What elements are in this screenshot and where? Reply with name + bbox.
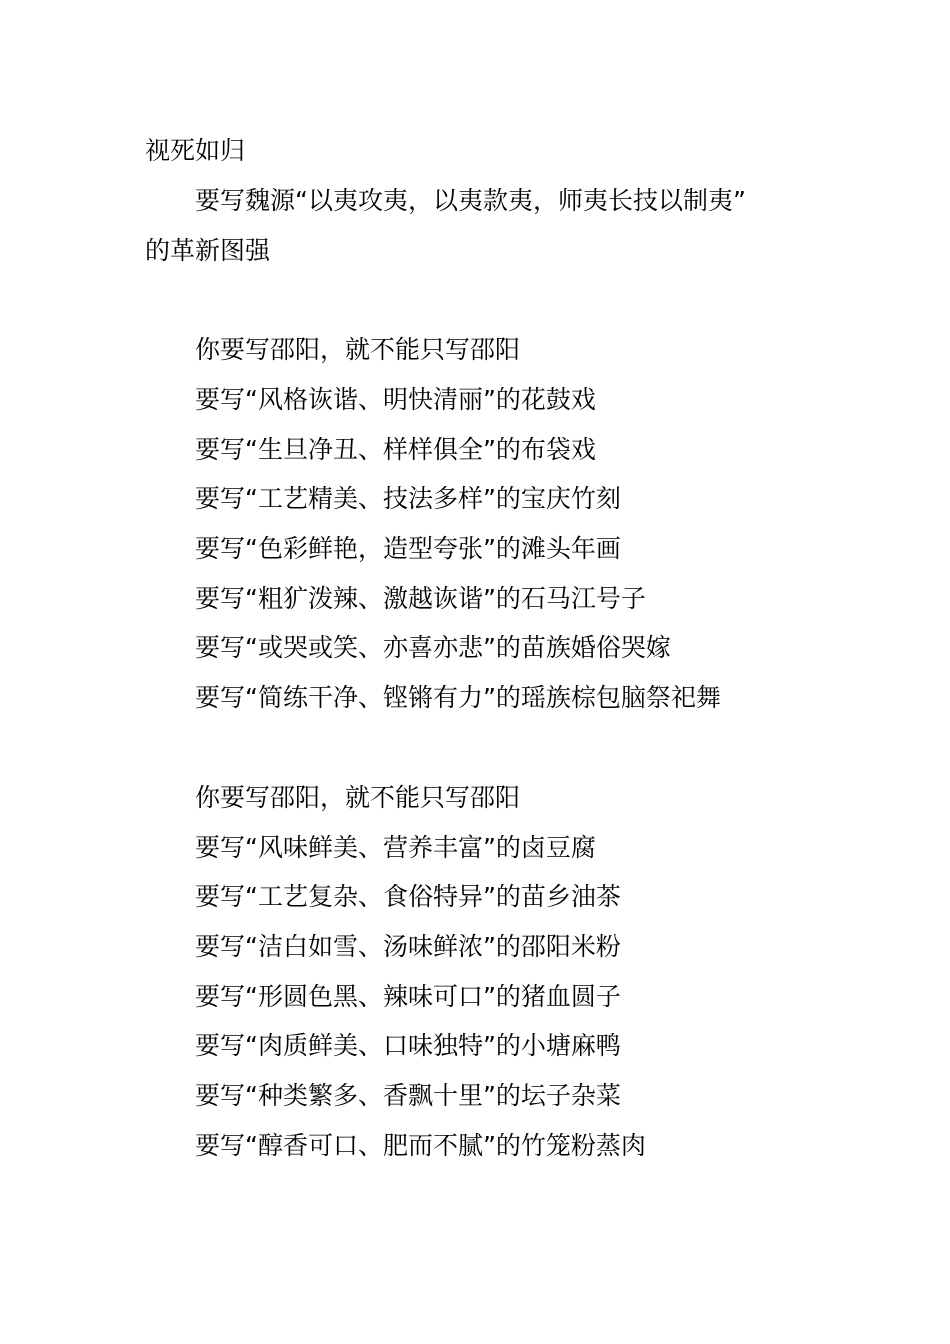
opening-line-1: 视死如归 [145, 136, 246, 165]
stanza-food-item: 要写“形圆色黑、辣味可口”的猪血圆子 [195, 982, 621, 1011]
stanza-food-item: 要写“肉质鲜美、口味独特”的小塘麻鸭 [195, 1031, 621, 1060]
stanza-culture-item: 要写“简练干净、铿锵有力”的瑶族棕包脑祭祀舞 [195, 683, 721, 712]
stanza-food-item: 要写“洁白如雪、汤味鲜浓”的邵阳米粉 [195, 932, 621, 961]
stanza-food-item: 要写“种类繁多、香飘十里”的坛子杂菜 [195, 1081, 621, 1110]
stanza-food-item: 要写“醇香可口、肥而不腻”的竹笼粉蒸肉 [195, 1131, 646, 1160]
stanza-culture-item: 要写“粗犷泼辣、激越诙谐”的石马江号子 [195, 584, 646, 613]
stanza-culture-item: 要写“风格诙谐、明快清丽”的花鼓戏 [195, 385, 596, 414]
opening-line-2: 要写魏源“以夷攻夷，以夷款夷，师夷长技以制夷” [195, 186, 746, 215]
stanza-culture-item: 要写“色彩鲜艳，造型夸张”的滩头年画 [195, 534, 621, 563]
stanza-culture-item: 要写“生旦净丑、样样俱全”的布袋戏 [195, 435, 596, 464]
stanza-food-item: 要写“风味鲜美、营养丰富”的卤豆腐 [195, 833, 596, 862]
stanza-culture-item: 要写“或哭或笑、亦喜亦悲”的苗族婚俗哭嫁 [195, 633, 671, 662]
stanza-culture-item: 要写“工艺精美、技法多样”的宝庆竹刻 [195, 484, 621, 513]
stanza-culture-heading: 你要写邵阳，就不能只写邵阳 [195, 335, 521, 364]
opening-line-3: 的革新图强 [145, 236, 271, 265]
stanza-food-item: 要写“工艺复杂、食俗特异”的苗乡油茶 [195, 882, 621, 911]
stanza-food-heading: 你要写邵阳，就不能只写邵阳 [195, 783, 521, 812]
